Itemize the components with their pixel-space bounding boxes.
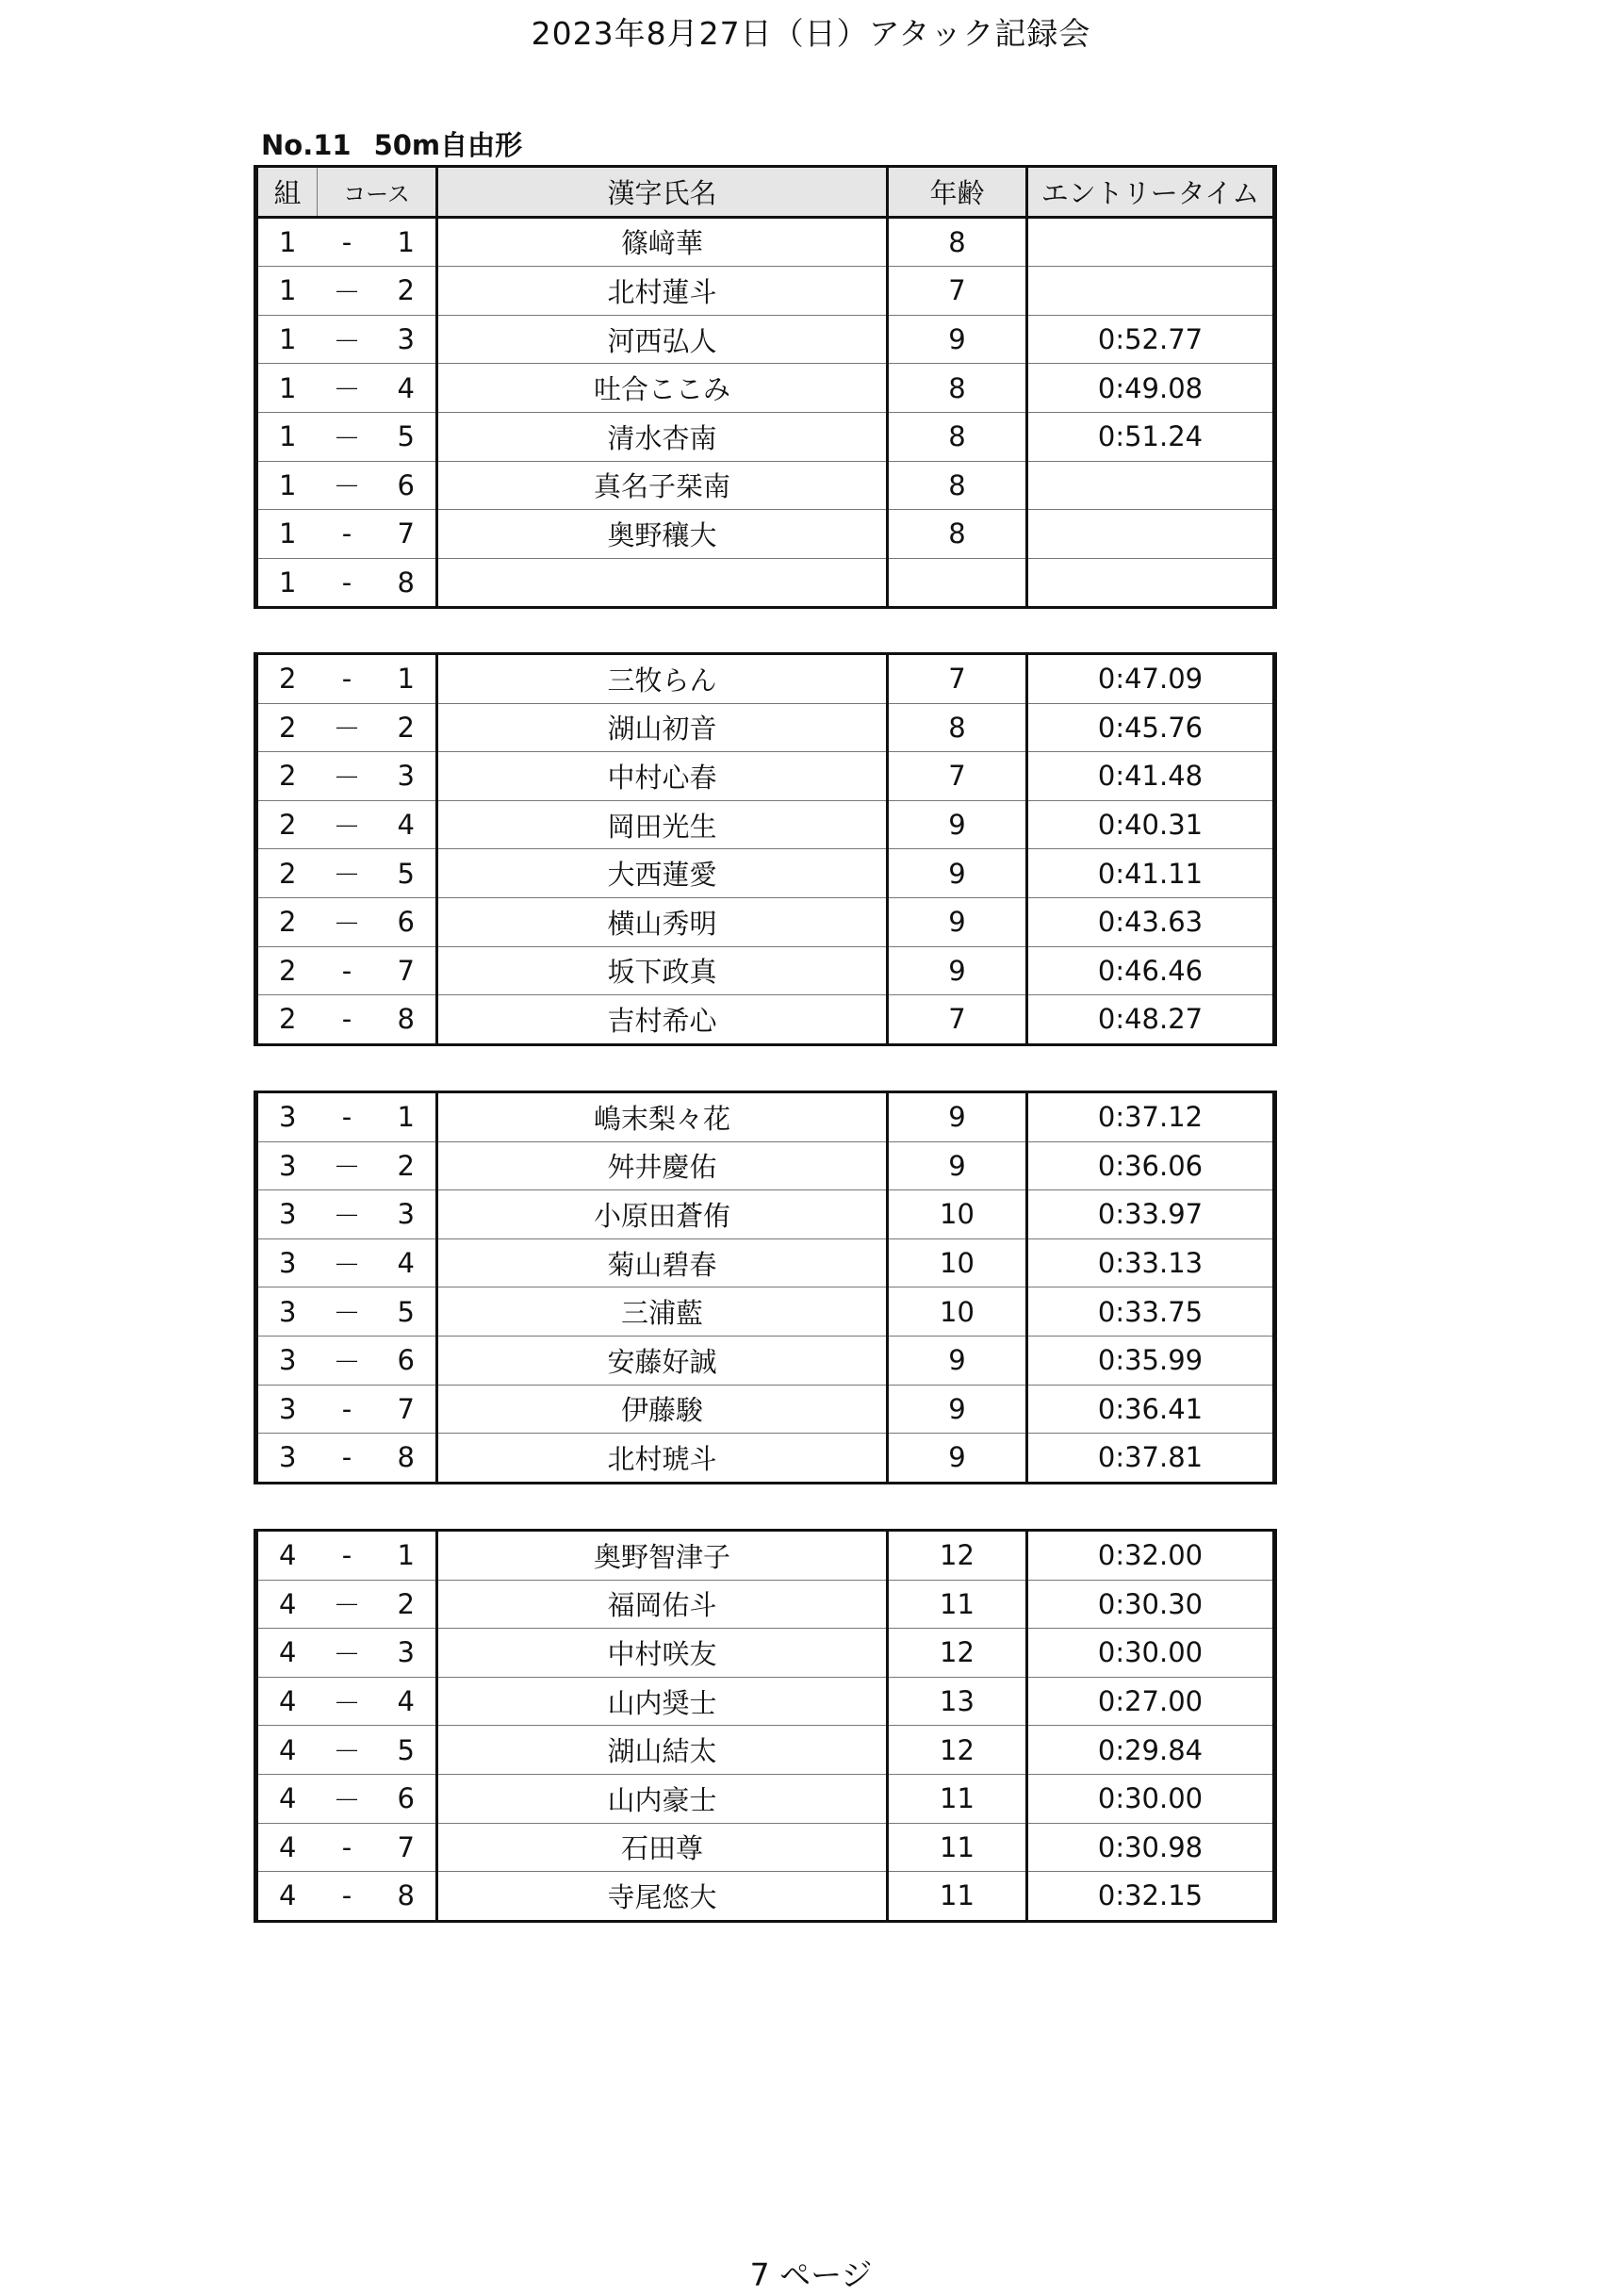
heat-number: 4 (257, 1580, 318, 1629)
entry-time: 0:29.84 (1027, 1726, 1274, 1775)
heat-number: 3 (257, 1093, 318, 1142)
lane-number: 6 (377, 461, 437, 510)
table-row (257, 995, 1274, 1044)
lane-separator: - (318, 1872, 377, 1921)
heat-number: 3 (257, 1238, 318, 1287)
header-course: コース (318, 168, 437, 218)
heat-number: 2 (257, 897, 318, 946)
lane-separator: - (318, 1532, 377, 1581)
swimmer-name: 奥野智津子 (437, 1532, 888, 1581)
entry-time (1027, 510, 1274, 559)
swimmer-name: 中村咲友 (437, 1629, 888, 1678)
lane-separator: - (318, 995, 377, 1044)
table-row (257, 1385, 1274, 1434)
lane-number: 5 (377, 1287, 437, 1337)
lane-number: 5 (377, 412, 437, 461)
swimmer-name: 吐合ここみ (437, 364, 888, 413)
heat-number: 1 (257, 461, 318, 510)
lane-number: 1 (377, 1093, 437, 1142)
table-row (257, 752, 1274, 801)
table-row (257, 1336, 1274, 1385)
swimmer-age: 11 (888, 1823, 1027, 1872)
lane-number: 8 (377, 995, 437, 1044)
table-row (257, 1238, 1274, 1287)
swimmer-name: 寺尾悠大 (437, 1872, 888, 1921)
table-header-row (257, 168, 1274, 218)
lane-number: 1 (377, 217, 437, 267)
lane-separator: － (318, 412, 377, 461)
lane-number: 4 (377, 1677, 437, 1726)
lane-number: 8 (377, 558, 437, 607)
swimmer-name: 大西蓮愛 (437, 849, 888, 898)
swimmer-name: 北村蓮斗 (437, 267, 888, 316)
lane-number: 2 (377, 1141, 437, 1190)
table-row (257, 364, 1274, 413)
lane-separator: － (318, 364, 377, 413)
table-row (257, 1141, 1274, 1190)
header-name: 漢字氏名 (437, 168, 888, 218)
entry-time: 0:45.76 (1027, 703, 1274, 752)
entry-time: 0:48.27 (1027, 995, 1274, 1044)
swimmer-name: 三牧らん (437, 655, 888, 704)
heat-number: 2 (257, 703, 318, 752)
lane-number: 7 (377, 946, 437, 995)
entry-time: 0:47.09 (1027, 655, 1274, 704)
lane-number: 3 (377, 1629, 437, 1678)
swimmer-age: 12 (888, 1629, 1027, 1678)
lane-number: 1 (377, 655, 437, 704)
heat-number: 1 (257, 315, 318, 364)
lane-separator: － (318, 461, 377, 510)
lane-number: 3 (377, 315, 437, 364)
heat-number: 4 (257, 1823, 318, 1872)
lane-separator: - (318, 1823, 377, 1872)
table-row (257, 1434, 1274, 1483)
entry-time: 0:30.98 (1027, 1823, 1274, 1872)
swimmer-age: 12 (888, 1726, 1027, 1775)
swimmer-name: 真名子栞南 (437, 461, 888, 510)
heat-number: 4 (257, 1677, 318, 1726)
table-row (257, 267, 1274, 316)
table-row (257, 217, 1274, 267)
heat-number: 3 (257, 1141, 318, 1190)
lane-number: 2 (377, 1580, 437, 1629)
swimmer-name: 三浦藍 (437, 1287, 888, 1337)
table-row (257, 897, 1274, 946)
heat-number: 4 (257, 1774, 318, 1823)
table-row (257, 510, 1274, 559)
swimmer-name: 横山秀明 (437, 897, 888, 946)
heat-number: 2 (257, 752, 318, 801)
lane-separator: － (318, 752, 377, 801)
entry-time: 0:36.06 (1027, 1141, 1274, 1190)
heat-number: 1 (257, 217, 318, 267)
entry-time: 0:52.77 (1027, 315, 1274, 364)
table-row (257, 703, 1274, 752)
swimmer-age: 8 (888, 217, 1027, 267)
heat-number: 2 (257, 655, 318, 704)
heat-number: 2 (257, 946, 318, 995)
lane-number: 8 (377, 1872, 437, 1921)
swimmer-age: 9 (888, 1434, 1027, 1483)
lane-number: 7 (377, 1823, 437, 1872)
swimmer-name (437, 558, 888, 607)
header-group: 組 (257, 168, 318, 218)
heat-number: 2 (257, 800, 318, 849)
entry-time (1027, 267, 1274, 316)
lane-separator: - (318, 1385, 377, 1434)
table-row (257, 1677, 1274, 1726)
swimmer-age: 7 (888, 995, 1027, 1044)
swimmer-age: 8 (888, 412, 1027, 461)
heat-number: 1 (257, 510, 318, 559)
lane-number: 5 (377, 1726, 437, 1775)
table-row (257, 1774, 1274, 1823)
heat-table-1 (255, 167, 1275, 607)
entry-time: 0:41.11 (1027, 849, 1274, 898)
swimmer-age: 11 (888, 1580, 1027, 1629)
heat-table-3 (255, 1092, 1275, 1483)
swimmer-name: 岡田光生 (437, 800, 888, 849)
entry-time: 0:35.99 (1027, 1336, 1274, 1385)
heat-number: 3 (257, 1385, 318, 1434)
swimmer-age: 9 (888, 1336, 1027, 1385)
swimmer-age: 7 (888, 655, 1027, 704)
swimmer-age: 9 (888, 1093, 1027, 1142)
lane-separator: - (318, 510, 377, 559)
swimmer-age: 9 (888, 946, 1027, 995)
swimmer-age: 11 (888, 1872, 1027, 1921)
lane-separator: － (318, 267, 377, 316)
swimmer-name: 吉村希心 (437, 995, 888, 1044)
table-row (257, 1532, 1274, 1581)
entry-time: 0:33.75 (1027, 1287, 1274, 1337)
entry-time (1027, 558, 1274, 607)
heat-number: 1 (257, 364, 318, 413)
lane-separator: － (318, 1677, 377, 1726)
swimmer-name: 嶋末梨々花 (437, 1093, 888, 1142)
entry-time: 0:33.97 (1027, 1190, 1274, 1239)
lane-number: 6 (377, 1336, 437, 1385)
entry-time: 0:40.31 (1027, 800, 1274, 849)
entry-time (1027, 461, 1274, 510)
lane-number: 6 (377, 1774, 437, 1823)
swimmer-name: 山内豪士 (437, 1774, 888, 1823)
heat-number: 1 (257, 267, 318, 316)
heat-table-4 (255, 1531, 1275, 1921)
swimmer-age: 9 (888, 1141, 1027, 1190)
heat-number: 2 (257, 995, 318, 1044)
lane-separator: - (318, 946, 377, 995)
swimmer-age: 8 (888, 510, 1027, 559)
header-age: 年齢 (888, 168, 1027, 218)
swimmer-name: 北村琥斗 (437, 1434, 888, 1483)
heat-number: 3 (257, 1287, 318, 1337)
lane-separator: - (318, 655, 377, 704)
entry-time: 0:32.00 (1027, 1532, 1274, 1581)
entry-time: 0:41.48 (1027, 752, 1274, 801)
swimmer-age: 8 (888, 364, 1027, 413)
lane-number: 3 (377, 1190, 437, 1239)
table-row (257, 1093, 1274, 1142)
swimmer-age: 7 (888, 752, 1027, 801)
event-name: 50m自由形 (373, 129, 523, 161)
swimmer-name: 舛井慶佑 (437, 1141, 888, 1190)
entry-time: 0:33.13 (1027, 1238, 1274, 1287)
entry-time (1027, 217, 1274, 267)
heat-number: 4 (257, 1872, 318, 1921)
lane-number: 4 (377, 364, 437, 413)
lane-number: 3 (377, 752, 437, 801)
swimmer-age: 12 (888, 1532, 1027, 1581)
header-entry-time: エントリータイム (1027, 168, 1274, 218)
entry-time: 0:46.46 (1027, 946, 1274, 995)
lane-number: 5 (377, 849, 437, 898)
table-row (257, 1726, 1274, 1775)
lane-separator: － (318, 1629, 377, 1678)
swimmer-name: 篠﨑華 (437, 217, 888, 267)
swimmer-name: 福岡佑斗 (437, 1580, 888, 1629)
lane-separator: － (318, 1190, 377, 1239)
table-row (257, 800, 1274, 849)
table-row (257, 1287, 1274, 1337)
swimmer-name: 石田尊 (437, 1823, 888, 1872)
event-title (261, 124, 522, 163)
swimmer-name: 伊藤駿 (437, 1385, 888, 1434)
heat-number: 4 (257, 1726, 318, 1775)
lane-separator: - (318, 1434, 377, 1483)
heat-number: 3 (257, 1190, 318, 1239)
table-row (257, 461, 1274, 510)
lane-separator: － (318, 1141, 377, 1190)
entry-time: 0:30.00 (1027, 1774, 1274, 1823)
entry-time: 0:36.41 (1027, 1385, 1274, 1434)
swimmer-age: 9 (888, 800, 1027, 849)
lane-separator: － (318, 1726, 377, 1775)
swimmer-name: 菊山碧春 (437, 1238, 888, 1287)
entry-time: 0:27.00 (1027, 1677, 1274, 1726)
table-row (257, 412, 1274, 461)
swimmer-name: 山内奨士 (437, 1677, 888, 1726)
lane-separator: － (318, 800, 377, 849)
swimmer-name: 奥野穰大 (437, 510, 888, 559)
entry-time: 0:37.12 (1027, 1093, 1274, 1142)
swimmer-name: 中村心春 (437, 752, 888, 801)
swimmer-age: 11 (888, 1774, 1027, 1823)
lane-number: 2 (377, 703, 437, 752)
swimmer-age: 9 (888, 897, 1027, 946)
lane-number: 7 (377, 510, 437, 559)
swimmer-age: 9 (888, 849, 1027, 898)
table-row (257, 558, 1274, 607)
entry-time: 0:51.24 (1027, 412, 1274, 461)
lane-number: 4 (377, 800, 437, 849)
heat-number: 3 (257, 1336, 318, 1385)
table-row (257, 1629, 1274, 1678)
heat-number: 1 (257, 558, 318, 607)
swimmer-age: 10 (888, 1238, 1027, 1287)
swimmer-age: 8 (888, 703, 1027, 752)
swimmer-name: 湖山初音 (437, 703, 888, 752)
lane-separator: － (318, 703, 377, 752)
lane-number: 6 (377, 897, 437, 946)
table-row (257, 849, 1274, 898)
entry-time: 0:32.15 (1027, 1872, 1274, 1921)
table-row (257, 1823, 1274, 1872)
swimmer-age: 13 (888, 1677, 1027, 1726)
heat-number: 4 (257, 1532, 318, 1581)
entry-time: 0:30.00 (1027, 1629, 1274, 1678)
lane-separator: - (318, 558, 377, 607)
page-title: 2023年8月27日（日）アタック記録会 (531, 15, 1091, 52)
swimmer-age: 10 (888, 1287, 1027, 1337)
heat-number: 2 (257, 849, 318, 898)
swimmer-age: 9 (888, 315, 1027, 364)
lane-separator: － (318, 849, 377, 898)
lane-separator: － (318, 1287, 377, 1337)
entry-time: 0:49.08 (1027, 364, 1274, 413)
swimmer-age: 9 (888, 1385, 1027, 1434)
lane-separator: - (318, 217, 377, 267)
heat-number: 4 (257, 1629, 318, 1678)
table-row (257, 655, 1274, 704)
swimmer-name: 湖山結太 (437, 1726, 888, 1775)
lane-separator: － (318, 1774, 377, 1823)
swimmer-age: 10 (888, 1190, 1027, 1239)
swimmer-name: 河西弘人 (437, 315, 888, 364)
swimmer-name: 小原田蒼侑 (437, 1190, 888, 1239)
heat-number: 3 (257, 1434, 318, 1483)
entry-time: 0:37.81 (1027, 1434, 1274, 1483)
table-row (257, 1872, 1274, 1921)
lane-separator: － (318, 1238, 377, 1287)
lane-separator: － (318, 1580, 377, 1629)
page-number: 7 ページ (749, 2256, 873, 2293)
heat-table-2 (255, 654, 1275, 1044)
lane-separator: - (318, 1093, 377, 1142)
table-row (257, 1190, 1274, 1239)
heat-number: 1 (257, 412, 318, 461)
swimmer-name: 清水杏南 (437, 412, 888, 461)
table-row (257, 946, 1274, 995)
event-number: No.11 (261, 129, 352, 161)
swimmer-age (888, 558, 1027, 607)
swimmer-name: 坂下政真 (437, 946, 888, 995)
lane-number: 8 (377, 1434, 437, 1483)
entry-time: 0:43.63 (1027, 897, 1274, 946)
table-row (257, 1580, 1274, 1629)
lane-separator: － (318, 315, 377, 364)
table-row (257, 315, 1274, 364)
lane-number: 4 (377, 1238, 437, 1287)
swimmer-age: 8 (888, 461, 1027, 510)
swimmer-age: 7 (888, 267, 1027, 316)
swimmer-name: 安藤好誠 (437, 1336, 888, 1385)
lane-number: 7 (377, 1385, 437, 1434)
lane-number: 1 (377, 1532, 437, 1581)
entry-time: 0:30.30 (1027, 1580, 1274, 1629)
lane-number: 2 (377, 267, 437, 316)
lane-separator: － (318, 897, 377, 946)
lane-separator: － (318, 1336, 377, 1385)
